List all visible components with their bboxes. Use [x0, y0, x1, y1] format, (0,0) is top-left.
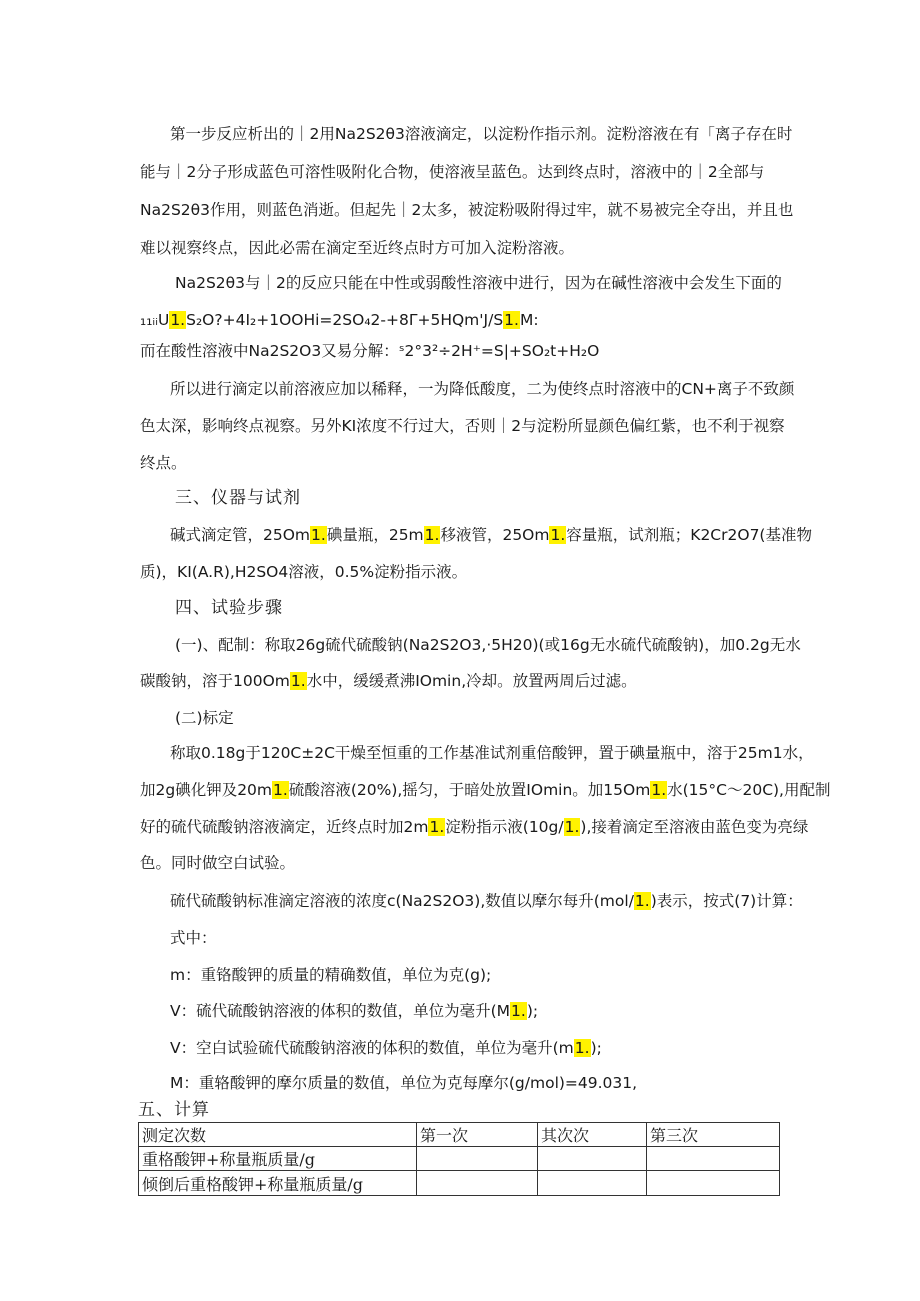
text-run: 碘量瓶，25m: [326, 526, 424, 544]
calculation-table: [138, 1122, 780, 1196]
text-run: ),接着滴定至溶液由蓝色变为亮绿: [580, 818, 809, 836]
section-heading: 三、仪器与试剂: [175, 488, 301, 508]
table-cell: [538, 1171, 647, 1196]
table-header-cell: 第一次: [417, 1123, 538, 1147]
highlight-mark: 1.: [550, 526, 566, 544]
equation-text: ₁₁ᵢᵢU: [140, 311, 170, 329]
highlight-mark: 1.: [290, 672, 306, 690]
table-cell: 倾倒后重格酸钾+称量瓶质量/g: [139, 1171, 417, 1196]
variable-definition: m：重铬酸钾的质量的精确数值，单位为克(g);: [170, 966, 492, 984]
text-run: 水(15°C～20C),用配制: [667, 781, 831, 799]
text-run: 容量瓶，试剂瓶；K2Cr2O7(基准物: [566, 526, 812, 544]
table-header-cell: 测定次数: [139, 1123, 417, 1147]
paragraph-line: Na2S2θ3作用，则蓝色消逝。但起先｜2太多，被淀粉吸附得过牢，就不易被完全夺出，并且也: [140, 201, 794, 219]
paragraph-line: 式中：: [170, 929, 217, 947]
highlight-mark: 1.: [511, 1002, 526, 1020]
text-run: V：硫代硫酸钠溶液的体积的数值，单位为毫升(M: [170, 1002, 511, 1020]
highlight-mark: 1.: [311, 526, 326, 544]
paragraph-line: 第一步反应析出的｜2用Na2S2θ3溶液滴定，以淀粉作指示剂。淀粉溶液在有「离子存在时: [170, 125, 793, 143]
highlight-mark: 1.: [273, 781, 288, 799]
paragraph-line: 称取0.18g于120C±2C干燥至恒重的工作基准试剂重倍酸钾，置于碘量瓶中，溶于25m1水，: [170, 744, 814, 762]
paragraph-line: 质)，KI(A.R),H2SO4溶液，0.5%淀粉指示液。: [140, 563, 468, 581]
variable-definition: [170, 1001, 800, 1021]
highlight-mark: 1.: [170, 311, 186, 329]
paragraph-line: 难以视察终点，因此必需在滴定至近终点时方可加入淀粉溶液。: [140, 239, 575, 257]
paragraph-line: 色太深，影响终点视察。另外KI浓度不行过大，否则｜2与淀粉所显颜色偏红紫，也不利于视察: [140, 417, 785, 435]
text-run: 移液管，25Om: [440, 526, 550, 544]
variable-definition: [170, 1038, 800, 1058]
paragraph-line: [170, 525, 812, 545]
table-cell: 重格酸钾+称量瓶质量/g: [139, 1147, 417, 1171]
table-header-row: [139, 1123, 780, 1147]
table-header-cell: 其次次: [538, 1123, 647, 1147]
text-run: );: [590, 1039, 602, 1057]
highlight-mark: 1.: [424, 526, 440, 544]
paragraph-line: 终点。: [140, 454, 187, 472]
text-run: )表示，按式(7)计算：: [650, 892, 803, 910]
equation-line: 而在酸性溶液中Na2S2O3又易分解：ˢ2°3²÷2H⁺=S|+SO₂t+H₂O: [140, 342, 600, 360]
table-cell: [647, 1171, 780, 1196]
text-run: 碳酸钠，溶于100Om: [140, 672, 290, 690]
highlight-mark: 1.: [634, 892, 650, 910]
paragraph-line: [170, 891, 803, 911]
highlight-mark: 1.: [651, 781, 667, 799]
subsection-heading: (二)标定: [175, 709, 234, 727]
highlight-mark: 1.: [429, 818, 445, 836]
equation-line: [140, 310, 800, 330]
equation-text: S₂O?+4I₂+1OOHi=2SO₄2-+8Γ+5HQm'J/S: [186, 311, 504, 329]
highlight-mark: 1.: [574, 1039, 590, 1057]
paragraph-line: [140, 671, 800, 691]
table-cell: [647, 1147, 780, 1171]
table-header-cell: 第三次: [647, 1123, 780, 1147]
text-run: 水中，缓缓煮沸IOmin,冷却。放置两周后过滤。: [306, 672, 637, 690]
text-run: 碱式滴定管，25Om: [170, 526, 311, 544]
text-run: 加2g碘化钾及20m: [140, 781, 273, 799]
table-cell: [417, 1147, 538, 1171]
highlight-mark: 1.: [504, 311, 519, 329]
table-row: [139, 1171, 780, 1196]
text-run: );: [526, 1002, 539, 1020]
text-run: 好的硫代硫酸钠溶液滴定，近终点时加2m: [140, 818, 429, 836]
paragraph-line: 所以进行滴定以前溶液应加以稀释，一为降低酸度，二为使终点时溶液中的CN+离子不致颜: [170, 380, 795, 398]
variable-definition: M：重辂酸钾的摩尔质量的数值，单位为克每摩尔(g/mol)=49.031,: [170, 1074, 638, 1092]
text-run: 硫代硫酸钠标准滴定溶液的浓度c(Na2S2O3),数值以摩尔每升(mol/: [170, 892, 634, 910]
paragraph-line: 色。同时做空白试验。: [140, 854, 296, 872]
paragraph-line: Na2S2θ3与｜2的反应只能在中性或弱酸性溶液中进行，因为在碱性溶液中会发生下面的: [175, 274, 782, 292]
text-run: 硫酸溶液(20%),摇匀，于暗处放置IOmin。加15Om: [288, 781, 651, 799]
section-heading: 五、计算: [138, 1100, 210, 1120]
table-cell: [417, 1171, 538, 1196]
section-heading: 四、试验步骤: [175, 598, 283, 618]
highlight-mark: 1.: [564, 818, 580, 836]
text-run: V：空白试验硫代硫酸钠溶液的体积的数值，单位为毫升(m: [170, 1039, 574, 1057]
table-cell: [538, 1147, 647, 1171]
paragraph-line: (一)、配制：称取26g硫代硫酸钠(Na2S2O3,·5H20)(或16g无水硫代硫酸钠)，加0.2g无水: [175, 636, 801, 654]
paragraph-line: [140, 817, 809, 837]
equation-text: M:: [519, 311, 539, 329]
text-run: 淀粉指示液(10g/: [445, 818, 564, 836]
table-row: [139, 1147, 780, 1171]
paragraph-line: 能与｜2分子形成蓝色可溶性吸附化合物，使溶液呈蓝色。达到终点时，溶液中的｜2全部与: [140, 163, 765, 181]
paragraph-line: [140, 780, 831, 800]
